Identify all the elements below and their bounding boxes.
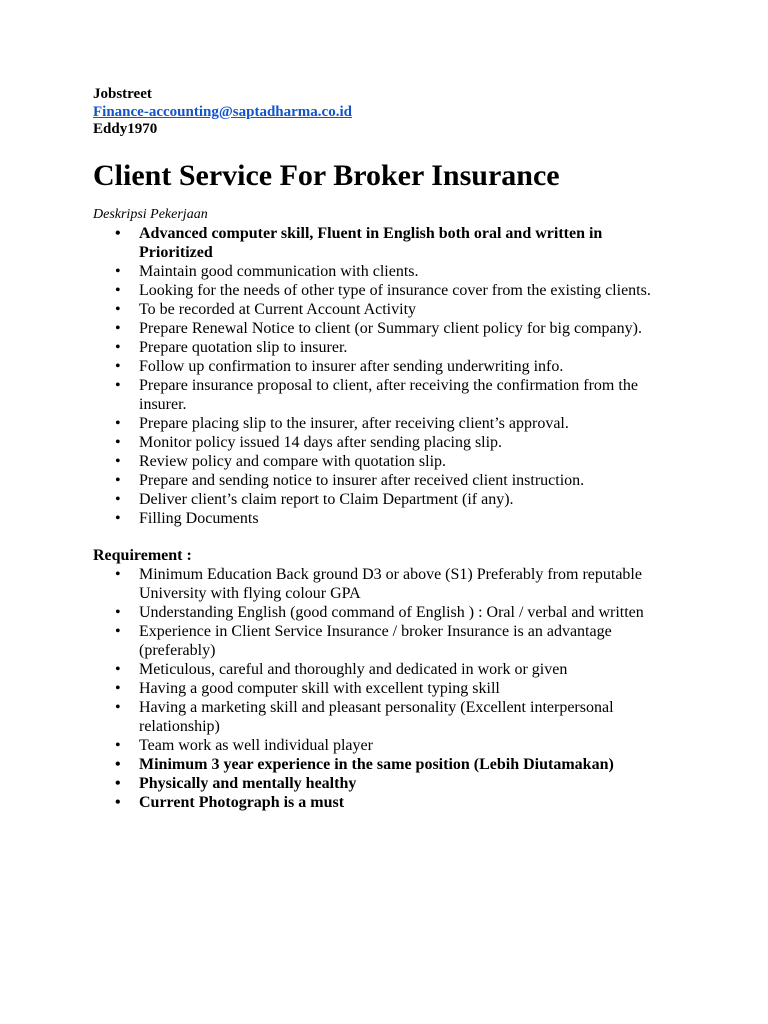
requirement-item (93, 755, 673, 774)
list-item-text: Prepare insurance proposal to client, after receiving the confirmation from the insurer. (139, 377, 638, 413)
list-item (93, 262, 673, 281)
list-item-text: Advanced computer skill, Fluent in English both oral and written in Prioritized (139, 225, 603, 261)
bullet-icon: • (115, 472, 121, 489)
document-page (93, 86, 673, 812)
list-item-text: Follow up confirmation to insurer after sending underwriting info. (139, 358, 564, 375)
bullet-icon: • (115, 699, 121, 716)
bullet-icon: • (115, 339, 121, 356)
bullet-icon: • (115, 320, 121, 337)
requirement-item-text: Understanding English (good command of English ) : Oral / verbal and written (139, 604, 644, 621)
requirement-item (93, 793, 673, 812)
list-item-text: Filling Documents (139, 510, 259, 527)
user-label: Eddy1970 (93, 121, 158, 137)
requirement-item (93, 679, 673, 698)
bullet-icon: • (115, 680, 121, 697)
list-item-text: Review policy and compare with quotation slip. (139, 453, 447, 470)
requirement-item-text: Meticulous, careful and thoroughly and dedicated in work or given (139, 661, 568, 678)
email-link[interactable]: Finance-accounting@saptadharma.co.id (93, 104, 352, 120)
list-item (93, 357, 673, 376)
bullet-icon: • (115, 623, 121, 640)
requirement-item-text: Current Photograph is a must (139, 794, 345, 811)
requirement-item (93, 774, 673, 793)
list-item (93, 376, 673, 414)
bullet-icon: • (115, 282, 121, 299)
bullet-icon: • (115, 737, 121, 754)
list-item-text: To be recorded at Current Account Activity (139, 301, 417, 318)
list-item-text: Prepare quotation slip to insurer. (139, 339, 348, 356)
list-item-text: Maintain good communication with clients. (139, 263, 419, 280)
list-item (93, 338, 673, 357)
requirement-item-text: Physically and mentally healthy (139, 775, 357, 792)
bullet-icon: • (115, 756, 121, 773)
bullet-icon: • (115, 661, 121, 678)
requirement-heading: Requirement : (93, 547, 192, 564)
list-item (93, 281, 673, 300)
list-item-text: Monitor policy issued 14 days after sending placing slip. (139, 434, 503, 451)
requirement-item-text: Having a good computer skill with excellent typing skill (139, 680, 500, 697)
bullet-icon: • (115, 415, 121, 432)
bullet-icon: • (115, 434, 121, 451)
requirement-item (93, 736, 673, 755)
requirement-item (93, 603, 673, 622)
bullet-icon: • (115, 301, 121, 318)
bullet-icon: • (115, 491, 121, 508)
bullet-icon: • (115, 263, 121, 280)
bullet-icon: • (115, 453, 121, 470)
bullet-icon: • (115, 794, 121, 811)
requirement-item (93, 698, 673, 736)
list-item (93, 452, 673, 471)
requirements-list (93, 565, 673, 812)
job-description-list (93, 224, 673, 528)
requirement-item-text: Minimum Education Back ground D3 or above (S1) Preferably from reputable University with flying colour GPA (139, 566, 642, 602)
list-item-text: Prepare and sending notice to insurer after received client instruction. (139, 472, 585, 489)
list-item (93, 490, 673, 509)
bullet-icon: • (115, 377, 121, 394)
requirement-item-text: Having a marketing skill and pleasant personality (Excellent interpersonal relationship) (139, 699, 614, 735)
source-label: Jobstreet (93, 86, 152, 102)
bullet-icon: • (115, 566, 121, 583)
requirement-item-text: Minimum 3 year experience in the same position (Lebih Diutamakan) (139, 756, 614, 773)
list-item-text: Deliver client’s claim report to Claim Department (if any). (139, 491, 514, 508)
bullet-icon: • (115, 775, 121, 792)
list-item-text: Prepare Renewal Notice to client (or Summary client policy for big company). (139, 320, 642, 337)
bullet-icon: • (115, 510, 121, 527)
bullet-icon: • (115, 358, 121, 375)
list-item-text: Looking for the needs of other type of insurance cover from the existing clients. (139, 282, 651, 299)
requirement-item-text: Team work as well individual player (139, 737, 373, 754)
bullet-icon: • (115, 225, 121, 242)
list-item (93, 319, 673, 338)
requirement-item (93, 622, 673, 660)
list-item (93, 224, 673, 262)
list-item (93, 433, 673, 452)
requirement-item (93, 660, 673, 679)
list-item (93, 509, 673, 528)
section-subtitle: Deskripsi Pekerjaan (93, 207, 208, 222)
page-title: Client Service For Broker Insurance (93, 159, 560, 192)
list-item (93, 414, 673, 433)
requirement-item-text: Experience in Client Service Insurance / broker Insurance is an advantage (preferably) (139, 623, 612, 659)
list-item (93, 300, 673, 319)
list-item-text: Prepare placing slip to the insurer, after receiving client’s approval. (139, 415, 569, 432)
list-item (93, 471, 673, 490)
bullet-icon: • (115, 604, 121, 621)
requirement-item (93, 565, 673, 603)
